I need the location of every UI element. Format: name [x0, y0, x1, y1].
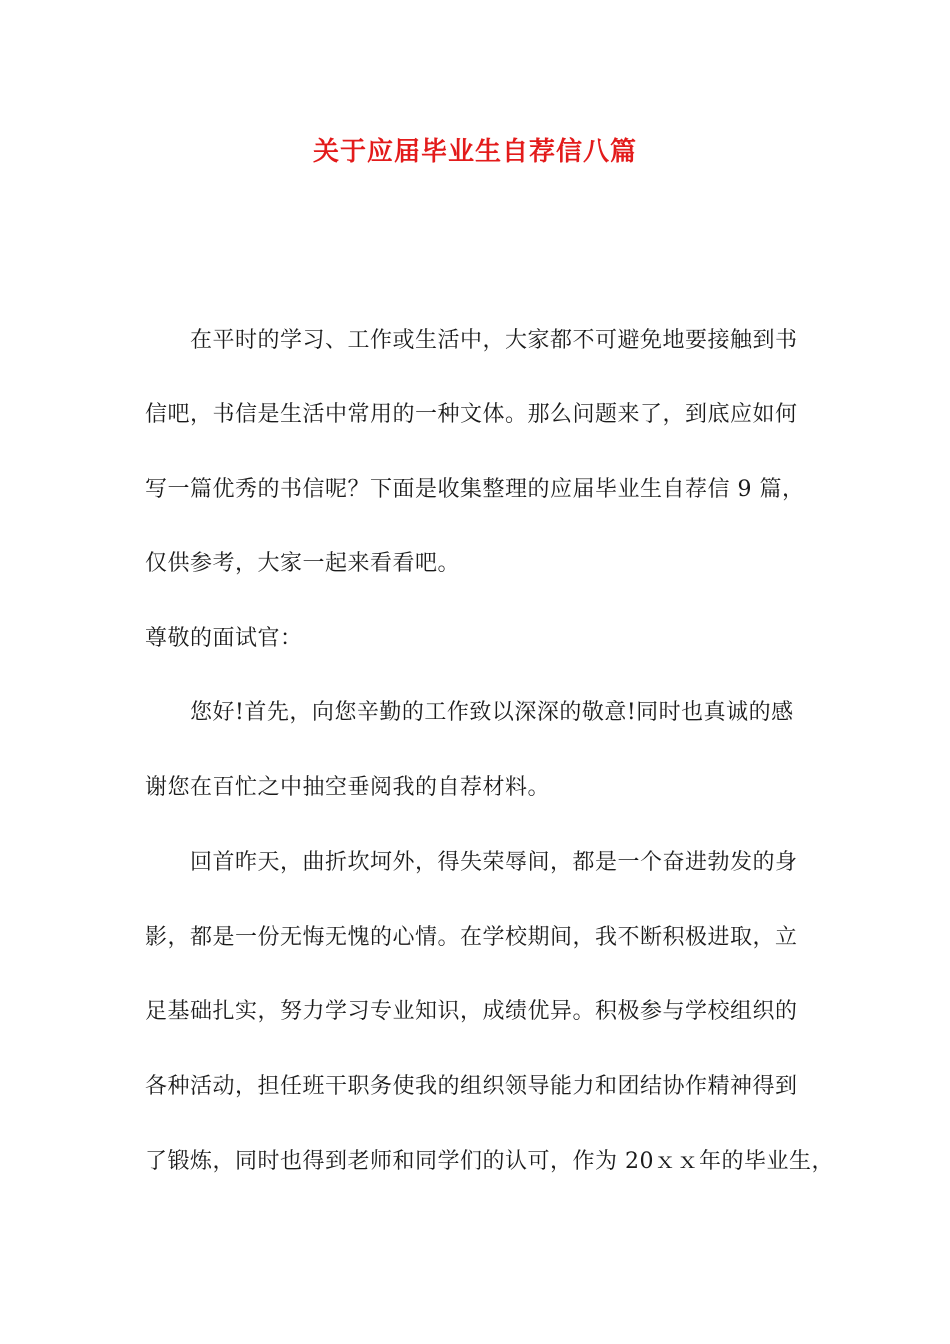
paragraph-line: 仅供参考，大家一起来看看吧。	[145, 551, 461, 576]
paragraph-line: 各种活动，担任班干职务使我的组织领导能力和团结协作精神得到	[145, 1074, 798, 1099]
salutation-line: 尊敬的面试官：	[145, 626, 303, 651]
paragraph-line: 影，都是一份无悔无愧的心情。在学校期间，我不断积极进取，立	[145, 925, 798, 950]
paragraph-line: 信吧，书信是生活中常用的一种文体。那么问题来了，到底应如何	[145, 402, 798, 427]
document-title: 关于应届毕业生自荐信八篇	[312, 137, 637, 167]
paragraph-line: 谢您在百忙之中抽空垂阅我的自荐材料。	[145, 775, 551, 800]
paragraph-line: 您好!首先，向您辛勤的工作致以深深的敬意!同时也真诚的感	[190, 700, 794, 725]
paragraph-line: 回首昨天，曲折坎坷外，得失荣辱间，都是一个奋进勃发的身	[190, 850, 798, 875]
paragraph-line: 在平时的学习、工作或生活中，大家都不可避免地要接触到书	[190, 328, 798, 353]
paragraph-line: 足基础扎实，努力学习专业知识，成绩优异。积极参与学校组织的	[145, 999, 798, 1024]
paragraph-line: 了锻炼，同时也得到老师和同学们的认可，作为 20ｘｘ年的毕业生，	[145, 1149, 834, 1174]
paragraph-line: 写一篇优秀的书信呢？下面是收集整理的应届毕业生自荐信 9 篇，	[145, 477, 805, 502]
